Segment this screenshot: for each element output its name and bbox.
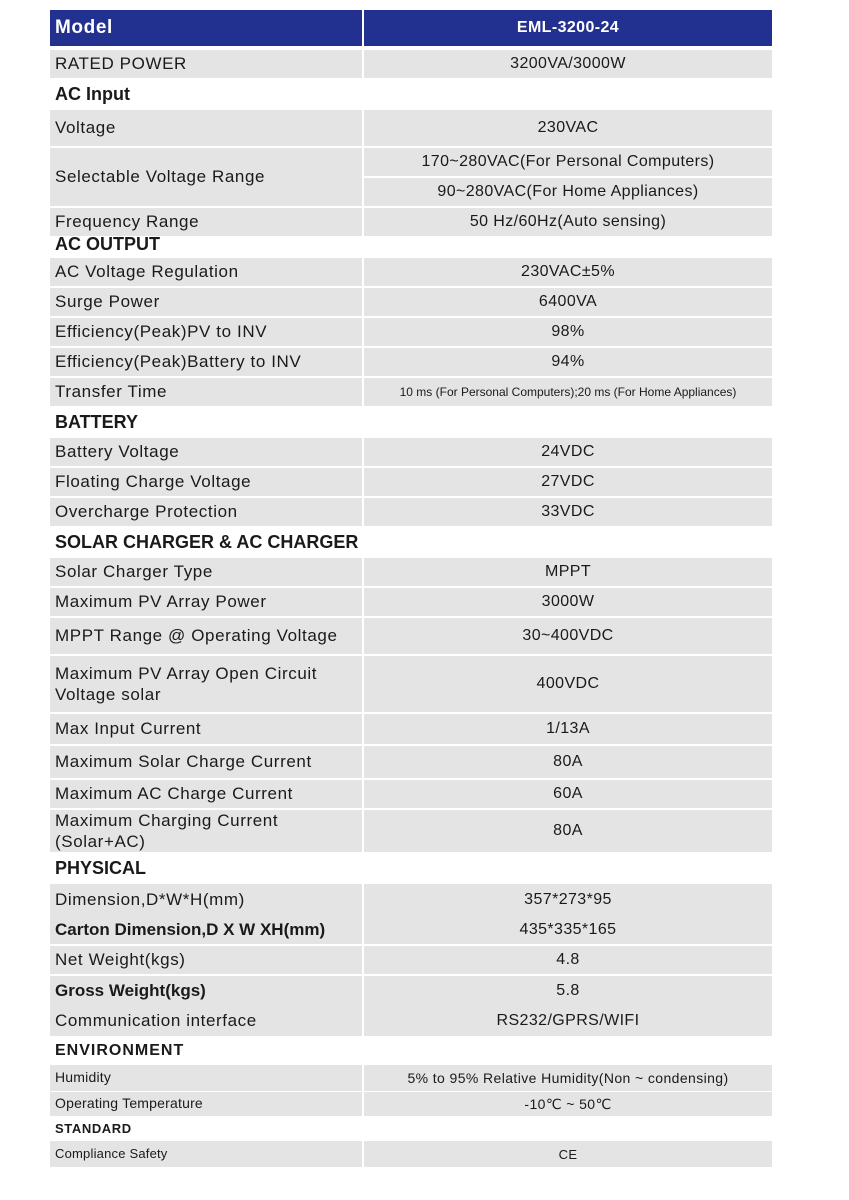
spec-label: Maximum Charging Current (Solar+AC) [55, 810, 279, 851]
spec-label: Maximum PV Array Open Circuit Voltage solar [55, 663, 318, 704]
spec-row-selectable-voltage-range [50, 148, 772, 206]
section-label: SOLAR CHARGER & AC CHARGER [55, 531, 359, 552]
spec-label: Solar Charger Type [55, 562, 213, 582]
spec-value: 3200VA/3000W [362, 50, 772, 78]
spec-value: 230VAC±5% [362, 258, 772, 286]
spec-row-compliance-safety [50, 1141, 772, 1167]
spec-row-dimension [50, 884, 772, 916]
section-label: PHYSICAL [55, 857, 147, 878]
spec-label: AC Voltage Regulation [55, 262, 239, 282]
spec-value: 400VDC [362, 656, 772, 712]
spec-value: 435*335*165 [362, 916, 772, 944]
spec-row-max-input-current [50, 714, 772, 744]
spec-label: Humidity [55, 1069, 112, 1086]
section-heading-battery [50, 408, 772, 436]
spec-label: Battery Voltage [55, 442, 180, 462]
spec-label: Gross Weight(kgs) [55, 981, 206, 1001]
spec-row-humidity [50, 1065, 772, 1091]
spec-value: 80A [362, 810, 772, 852]
spec-value: 1/13A [362, 714, 772, 744]
spec-label: Operating Temperature [55, 1095, 203, 1112]
spec-value: 94% [362, 348, 772, 376]
section-heading-environment [50, 1039, 772, 1063]
spec-label: Frequency Range [55, 212, 200, 232]
spec-value: 27VDC [362, 468, 772, 496]
spec-label: Surge Power [55, 292, 160, 312]
section-label: STANDARD [55, 1120, 132, 1136]
spec-value: 80A [362, 746, 772, 778]
spec-label: Transfer Time [55, 382, 168, 402]
spec-value: CE [362, 1141, 772, 1167]
section-label: AC Input [55, 83, 130, 104]
spec-label: RATED POWER [55, 54, 187, 74]
spec-value: RS232/GPRS/WIFI [362, 1006, 772, 1036]
spec-label: Selectable Voltage Range [55, 167, 266, 187]
spec-row-overcharge-protection [50, 498, 772, 526]
spec-value: 24VDC [362, 438, 772, 466]
model-header-label: Model [55, 17, 113, 39]
section-label: BATTERY [55, 411, 138, 432]
spec-label: Maximum PV Array Power [55, 592, 267, 612]
spec-label: Communication interface [55, 1011, 257, 1031]
model-header-row [50, 10, 772, 46]
spec-row-mppt-range [50, 618, 772, 654]
spec-label: Voltage [55, 118, 116, 138]
spec-row-communication-interface [50, 1006, 772, 1036]
spec-value-personal-computers: 170~280VAC(For Personal Computers) [421, 153, 715, 170]
spec-row-net-weight [50, 946, 772, 974]
spec-value-home-appliances: 90~280VAC(For Home Appliances) [364, 176, 772, 206]
spec-label: Dimension,D*W*H(mm) [55, 890, 245, 910]
spec-value: 30~400VDC [362, 618, 772, 654]
spec-row-max-charging-current [50, 810, 772, 852]
spec-row-battery-voltage [50, 438, 772, 466]
section-label: ENVIRONMENT [55, 1042, 185, 1059]
spec-value: MPPT [362, 558, 772, 586]
spec-row-gross-weight [50, 976, 772, 1006]
spec-row-maximum-pv-array-power [50, 588, 772, 616]
spec-label: Efficiency(Peak)Battery to INV [55, 352, 302, 372]
spec-row-max-pv-open-circuit-voltage [50, 656, 772, 712]
spec-label: MPPT Range @ Operating Voltage [55, 626, 338, 646]
spec-label: Maximum AC Charge Current [55, 784, 293, 804]
spec-value: 98% [362, 318, 772, 346]
spec-label: Compliance Safety [55, 1145, 168, 1161]
spec-value: 4.8 [362, 946, 772, 974]
spec-label: Net Weight(kgs) [55, 950, 186, 970]
spec-value: 357*273*95 [362, 884, 772, 916]
spec-label: Maximum Solar Charge Current [55, 752, 312, 772]
spec-value: 230VAC [362, 110, 772, 146]
spec-label: Carton Dimension,D X W XH(mm) [55, 920, 326, 940]
spec-row-floating-charge-voltage [50, 468, 772, 496]
spec-value: 5% to 95% Relative Humidity(Non ~ condensing) [362, 1065, 772, 1091]
spec-value-split [362, 148, 772, 206]
spec-label: Max Input Current [55, 719, 202, 739]
section-heading-standard [50, 1118, 772, 1140]
section-heading-ac-output [50, 230, 772, 258]
spec-label: Floating Charge Voltage [55, 472, 252, 492]
spec-row-surge-power [50, 288, 772, 316]
spec-row-efficiency-pv-to-inv [50, 318, 772, 346]
spec-row-max-ac-charge-current [50, 780, 772, 808]
model-header-value: EML-3200-24 [362, 10, 772, 46]
spec-value: 5.8 [362, 976, 772, 1006]
section-heading-solar-charger [50, 528, 772, 556]
spec-row-max-solar-charge-current [50, 746, 772, 778]
spec-value: 33VDC [362, 498, 772, 526]
spec-value: 6400VA [362, 288, 772, 316]
spec-row-voltage [50, 110, 772, 146]
spec-row-ac-voltage-regulation [50, 258, 772, 286]
section-label: AC OUTPUT [55, 233, 160, 254]
spec-row-solar-charger-type [50, 558, 772, 586]
section-heading-ac-input [50, 80, 772, 108]
spec-value: 50 Hz/60Hz(Auto sensing) [362, 208, 772, 236]
spec-row-rated-power [50, 50, 772, 78]
spec-value: 10 ms (For Personal Computers);20 ms (For Home Appliances) [362, 378, 772, 406]
spec-row-carton-dimension [50, 916, 772, 944]
spec-value: 60A [362, 780, 772, 808]
section-heading-physical [50, 854, 772, 882]
spec-label: Efficiency(Peak)PV to INV [55, 322, 268, 342]
spec-row-transfer-time [50, 378, 772, 406]
spec-row-operating-temperature [50, 1092, 772, 1116]
spec-value: 3000W [362, 588, 772, 616]
spec-row-efficiency-battery-to-inv [50, 348, 772, 376]
spec-label: Overcharge Protection [55, 502, 238, 522]
spec-value: -10℃ ~ 50℃ [362, 1092, 772, 1116]
